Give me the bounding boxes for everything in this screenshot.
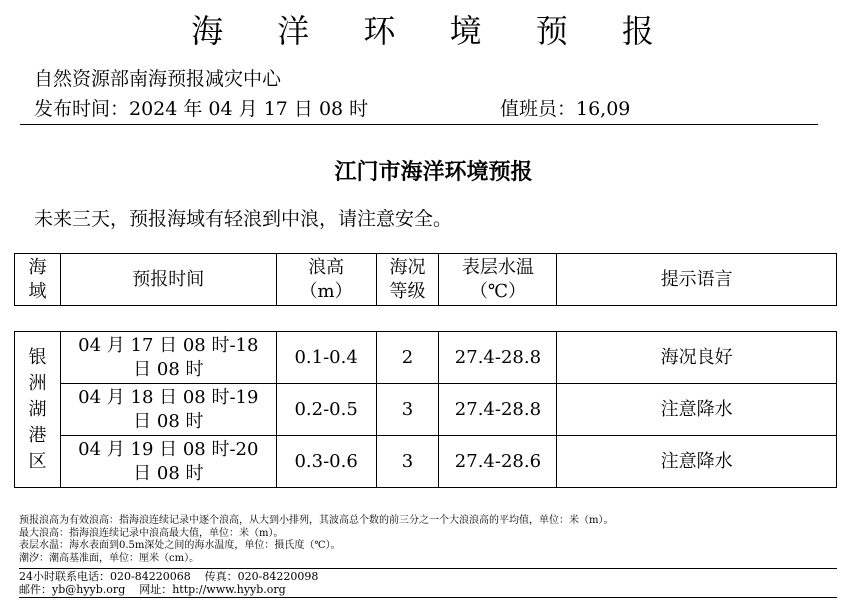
row-sea: 3	[376, 384, 439, 436]
note-line: 表层水温：海水表面到0.5m深处之间的海水温度，单位：摄氏度（℃）。	[19, 540, 341, 551]
row-temp: 27.4-28.6	[439, 436, 557, 488]
row-wave: 0.2-0.5	[276, 384, 376, 436]
contact-email: 邮件：yb@hyyb.org 网址：http://www.hyyb.org	[19, 583, 286, 596]
header-wave: 浪高 （m）	[276, 254, 376, 306]
divider	[20, 124, 818, 125]
note-line: 预报浪高为有效浪高：指海浪连续记录中逐个浪高，从大到小排列，其波高总个数的前三分之一个大浪浪高的平均值，单位：米（m）。	[19, 515, 614, 526]
table-row	[15, 332, 837, 384]
row-temp: 27.4-28.8	[439, 332, 557, 384]
forecast-subtitle: 江门市海洋环境预报	[334, 160, 533, 185]
row-temp: 27.4-28.8	[439, 384, 557, 436]
note-line: 潮汐：潮高基准面，单位：厘米（cm）。	[19, 552, 200, 564]
table-row	[15, 436, 837, 488]
forecast-summary: 未来三天，预报海域有轻浪到中浪，请注意安全。	[34, 208, 453, 230]
divider	[19, 568, 837, 569]
note-line: 最大浪高：指海浪连续记录中浪高最大值，单位：米（m）。	[19, 527, 284, 539]
header-area: 海 域	[15, 254, 61, 306]
organization: 自然资源部南海预报减灾中心	[34, 68, 282, 90]
row-time: 04 月 17 日 08 时-18 日 08 时	[60, 332, 276, 384]
forecast-table-header	[14, 253, 837, 306]
row-time: 04 月 18 日 08 时-19 日 08 时	[60, 384, 276, 436]
publish-time: 发布时间：2024 年 04 月 17 日 08 时	[34, 98, 369, 120]
row-tip: 注意降水	[557, 436, 837, 488]
area-name: 银 洲 湖 港 区	[15, 332, 61, 488]
row-sea: 3	[376, 436, 439, 488]
header-time: 预报时间	[60, 254, 276, 306]
contact-phone: 24小时联系电话：020-84220068 传真：020-84220098	[19, 570, 319, 583]
row-wave: 0.3-0.6	[276, 436, 376, 488]
row-wave: 0.1-0.4	[276, 332, 376, 384]
header-temp: 表层水温 （℃）	[439, 254, 557, 306]
row-time: 04 月 19 日 08 时-20 日 08 时	[60, 436, 276, 488]
notes	[19, 515, 613, 565]
duty-officer: 值班员：16,09	[500, 98, 631, 120]
contact-info	[19, 570, 318, 596]
header-sea: 海况 等级	[376, 254, 439, 306]
row-tip: 注意降水	[557, 384, 837, 436]
row-tip: 海况良好	[557, 332, 837, 384]
page-title: 海 洋 环 境 预 报	[191, 12, 676, 50]
table-row	[15, 384, 837, 436]
header-tip: 提示语言	[557, 254, 837, 306]
divider	[19, 597, 837, 598]
forecast-table	[14, 331, 837, 488]
row-sea: 2	[376, 332, 439, 384]
